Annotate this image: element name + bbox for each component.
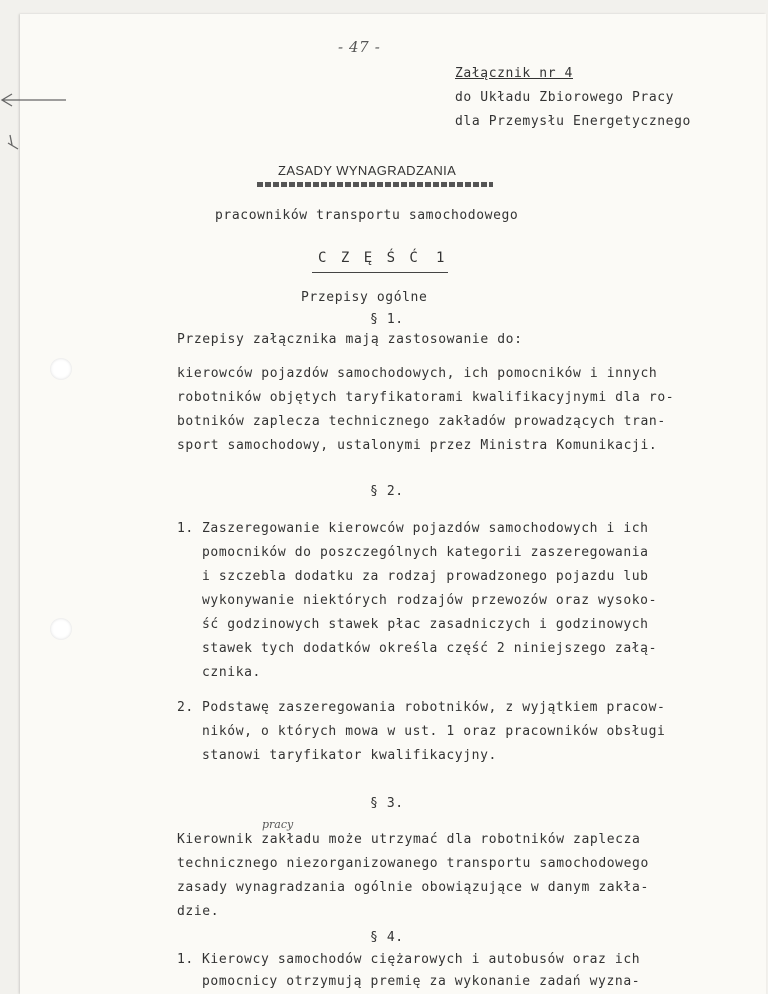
part-number: 1	[436, 250, 446, 266]
list-number: 1.	[177, 521, 194, 536]
list-number: 2.	[177, 700, 194, 715]
text-line: cznika.	[202, 665, 261, 680]
text-line: ść godzinowych stawek płac zasadniczych i godzinowych	[202, 617, 649, 632]
text-line: sport samochodowy, ustalonymi przez Ministra Komunikacji.	[177, 438, 658, 453]
margin-check-mark	[6, 133, 26, 153]
section-1-intro: Przepisy załącznika mają zastosowanie do:	[177, 332, 523, 347]
text-line: kierowców pojazdów samochodowych, ich pomocników i innych	[177, 366, 658, 381]
text-line: i szczebla dodatku za rodzaj prowadzonego pojazdu lub	[202, 569, 649, 584]
text-line: Zaszeregowanie kierowców pojazdów samochodowych i ich	[202, 521, 649, 536]
text-line: pomocników do poszczególnych kategorii zaszeregowania	[202, 545, 649, 560]
text-line: botników zaplecza technicznego zakładów prowadzących tran-	[177, 414, 666, 429]
section-3-mark: § 3.	[370, 796, 404, 811]
text-line: zasady wynagradzania ogólnie obowiązujące w danym zakła-	[177, 880, 649, 895]
text-line: Podstawę zaszeregowania robotników, z wyjątkiem pracow-	[202, 700, 666, 715]
list-number: 1.	[177, 952, 194, 967]
heading-title: ZASADY WYNAGRADZANIA	[278, 163, 457, 178]
annex-line-3: dla Przemysłu Energetycznego	[455, 114, 691, 129]
section-1-mark: § 1.	[370, 312, 404, 327]
text-line: technicznego niezorganizowanego transportu samochodowego	[177, 856, 649, 871]
text-line: Kierownik zakładu może utrzymać dla robotników zaplecza	[177, 832, 641, 847]
punch-hole-top	[50, 358, 72, 380]
heading-double-underline	[257, 182, 493, 187]
text-line: robotników objętych taryfikatorami kwalifikacyjnymi dla ro-	[177, 390, 675, 405]
text-line: stawek tych dodatków określa część 2 niniejszego załą-	[202, 641, 658, 656]
text-line: ników, o których mowa w ust. 1 oraz pracowników obsługi	[202, 724, 666, 739]
document-page	[20, 14, 766, 994]
text-line: Kierowcy samochodów ciężarowych i autobusów oraz ich	[202, 952, 641, 967]
annex-line-2: do Układu Zbiorowego Pracy	[455, 90, 675, 105]
margin-arrow-mark	[0, 90, 70, 110]
part-name: Przepisy ogólne	[301, 290, 428, 305]
heading-subtitle: pracowników transportu samochodowego	[215, 208, 519, 223]
section-4-mark: § 4.	[370, 930, 404, 945]
punch-hole-bottom	[50, 618, 72, 640]
page-number: - 47 -	[338, 38, 381, 56]
text-line: wykonywanie niektórych rodzajów przewozów oraz wysoko-	[202, 593, 658, 608]
text-line: stanowi taryfikator kwalifikacyjny.	[202, 748, 497, 763]
annex-title: Załącznik nr 4	[455, 66, 573, 81]
part-title: C Z Ę Ś Ć	[318, 250, 421, 266]
text-line: pomocnicy otrzymują premię za wykonanie zadań wyzna-	[202, 974, 641, 989]
part-rule	[312, 272, 448, 273]
text-line: dzie.	[177, 904, 220, 919]
section-2-mark: § 2.	[370, 484, 404, 499]
handwritten-note: pracy	[262, 818, 294, 831]
